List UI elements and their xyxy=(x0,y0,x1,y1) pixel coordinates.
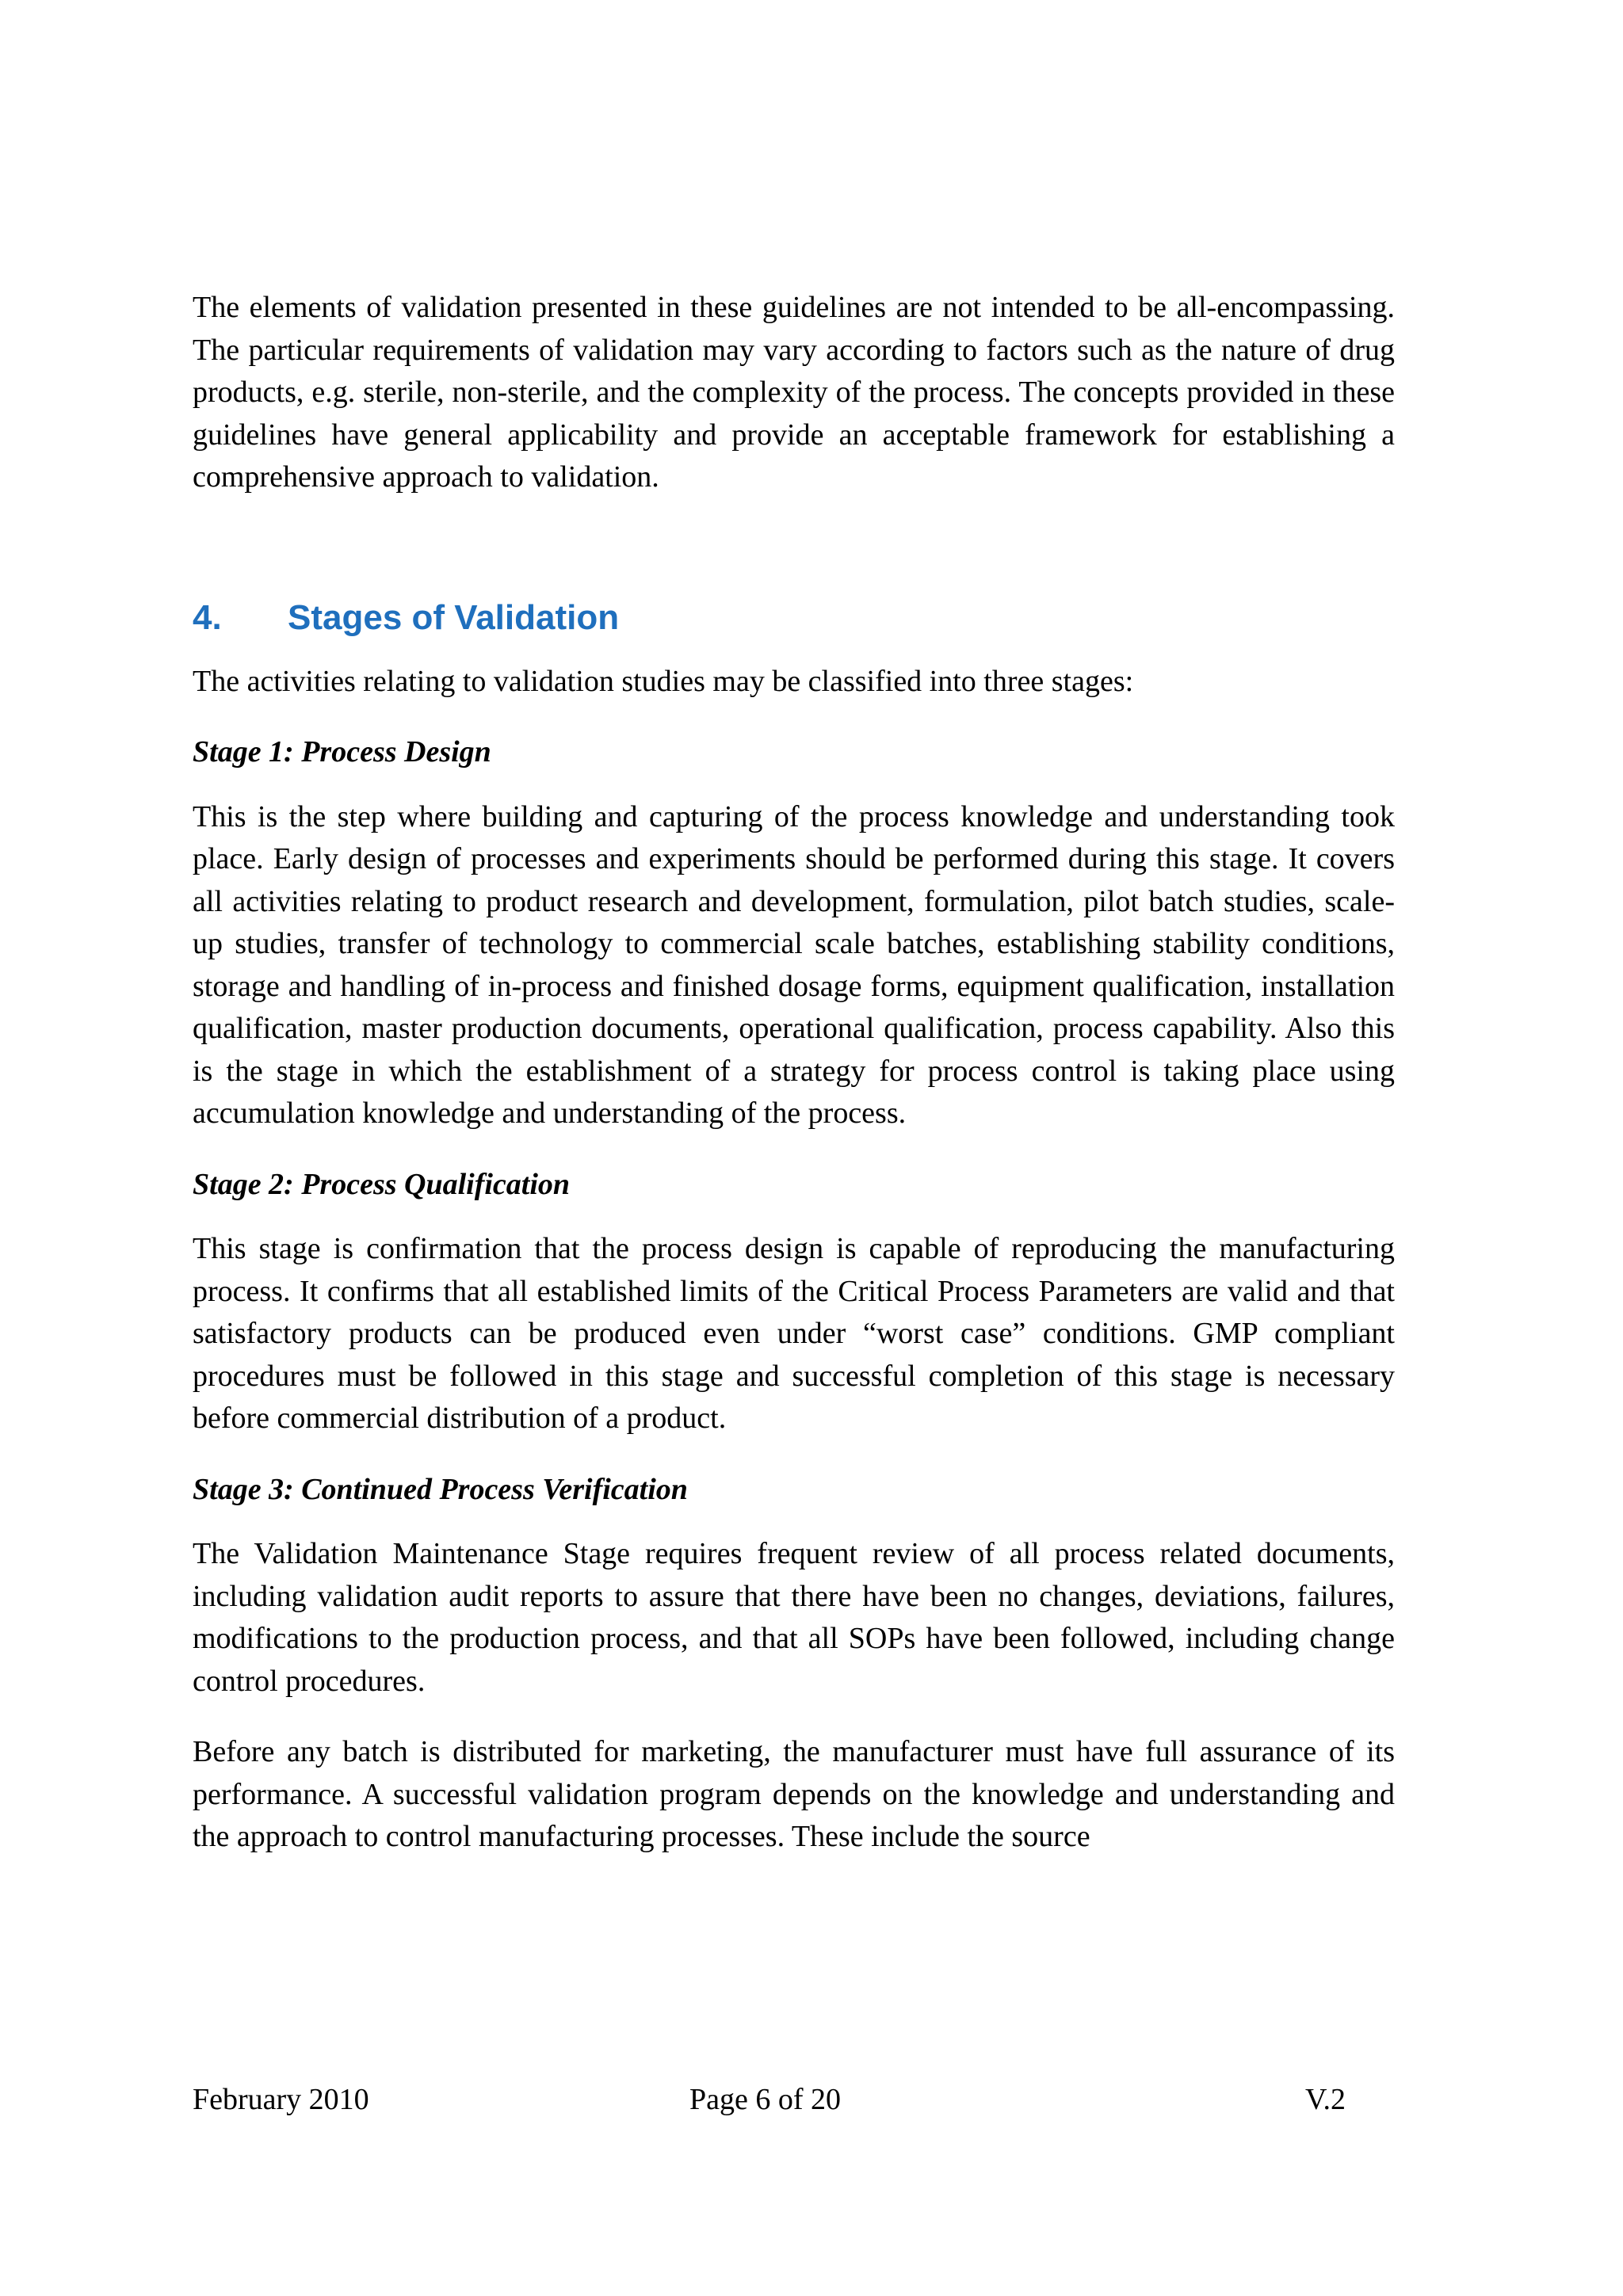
page-content xyxy=(193,287,1395,1859)
stage-2-paragraph: This stage is confirmation that the process design is capable of reproducing the manufacturing process. It confirms that all established limits of the Critical Process Parameters are valid and that satisfactory products can be produced even under “worst case” conditions. GMP compliant procedures must be followed in this stage and successful completion of this stage is necessary before commercial distribution of a product. xyxy=(193,1232,1395,1435)
section-heading xyxy=(193,594,1395,642)
section-title: Stages of Validation xyxy=(288,597,620,637)
section-lead-paragraph: The activities relating to validation studies may be classified into three stages: xyxy=(193,664,1134,698)
page-footer xyxy=(193,2077,1346,2122)
stage-2-title: Stage 2: Process Qualification xyxy=(193,1167,571,1201)
stage-3-paragraph: The Validation Maintenance Stage requires frequent review of all process related documents, including validation audit reports to assure that there have been no changes, deviations, failures, modifications to the production process, and that all SOPs have been followed, including change control procedures. xyxy=(193,1537,1395,1698)
stage-3-title: Stage 3: Continued Process Verification xyxy=(193,1472,688,1506)
footer-page-number: Page 6 of 20 xyxy=(689,2083,842,2116)
stage-3-paragraph-continued: Before any batch is distributed for marketing, the manufacturer must have full assurance of its performance. A successful validation program depends on the knowledge and understanding and the approach to control manufacturing processes. These include the source xyxy=(193,1735,1395,1853)
stage-1-paragraph: This is the step where building and capturing of the process knowledge and understanding took place. Early design of processes and experiments should be performed during this stage. It covers all activities relating to product research and development, formulation, pilot batch studies, scale-up studies, transfer of technology to commercial scale batches, establishing stability conditions, storage and handling of in-process and finished dosage forms, equipment qualification, installation qualification, master production documents, operational qualification, process capability. Also this is the stage in which the establishment of a strategy for process control is taking place using accumulation knowledge and understanding of the process. xyxy=(193,799,1395,1130)
section-number: 4. xyxy=(193,597,222,637)
footer-date: February 2010 xyxy=(193,2083,369,2116)
intro-paragraph: The elements of validation presented in these guidelines are not intended to be all-encompassing. The particular requirements of validation may vary according to factors such as the nature of drug products, e.g. sterile, non-sterile, and the complexity of the process. The concepts provided in these guidelines have general applicability and provide an acceptable framework for establishing a comprehensive approach to validation. xyxy=(193,291,1395,494)
stage-1-title: Stage 1: Process Design xyxy=(193,735,491,769)
footer-version: V.2 xyxy=(1304,2083,1346,2116)
